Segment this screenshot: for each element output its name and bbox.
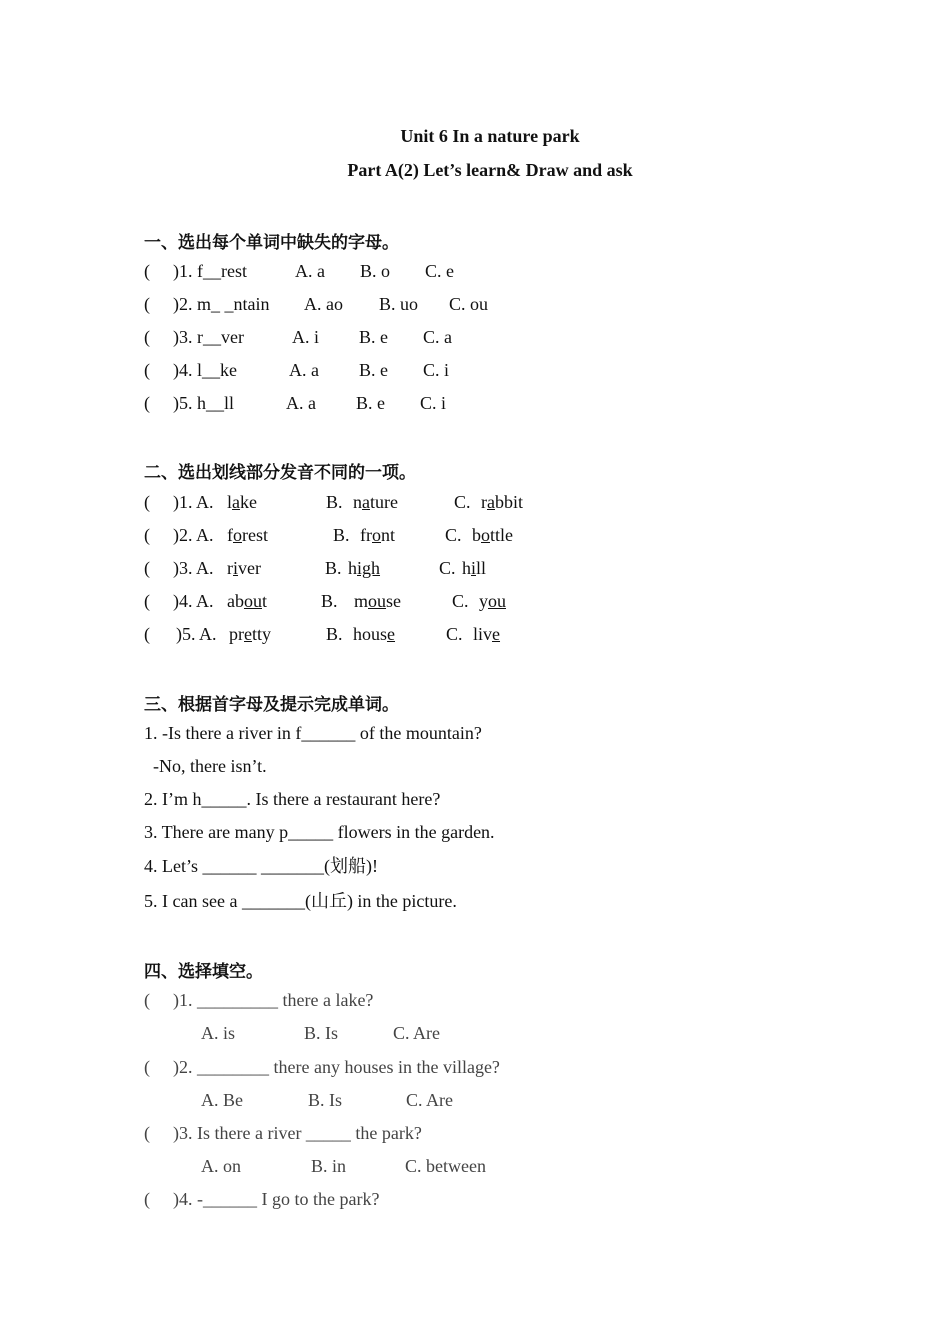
s1-question-3 — [144, 325, 452, 349]
question-number: )5. A. — [176, 624, 217, 644]
option-c: C. between — [405, 1156, 486, 1176]
s4-question-4 — [144, 1187, 380, 1211]
option-b-label: B. — [326, 492, 343, 512]
paren: ( — [144, 558, 150, 578]
s1-question-2 — [144, 292, 489, 316]
option-c: C. i — [423, 360, 450, 380]
option-b: B. in — [311, 1156, 347, 1176]
option-a-word: forest — [227, 525, 268, 545]
option-a: A. on — [201, 1156, 241, 1176]
option-c-label: C. — [452, 591, 469, 611]
option-c: C. e — [425, 261, 454, 281]
paren: ( — [144, 591, 150, 611]
option-c-word: live — [473, 624, 501, 644]
paren: ( — [144, 360, 150, 380]
paren: ( — [144, 1189, 150, 1209]
option-a: A. i — [292, 327, 319, 347]
option-b: B. o — [360, 261, 391, 281]
option-b-label: B. — [325, 558, 342, 578]
option-b: B. Is — [304, 1023, 339, 1043]
s3-line-5: 5. I can see a _______(山丘) in the picture. — [144, 891, 457, 911]
paren: ( — [144, 327, 150, 347]
question-word: )5. h__ll — [173, 393, 234, 413]
s4-options-3 — [144, 1154, 486, 1178]
option-a-word: about — [227, 591, 268, 611]
question-word: )3. r__ver — [173, 327, 244, 347]
option-a: A. a — [295, 261, 325, 281]
s1-question-4 — [144, 358, 450, 382]
question-text: )3. Is there a river _____ the park? — [173, 1123, 422, 1143]
s1-question-5 — [144, 391, 447, 415]
question-number: )1. A. — [173, 492, 214, 512]
paren: ( — [144, 294, 150, 314]
s2-question-5 — [144, 622, 501, 646]
option-b: B. Is — [308, 1090, 343, 1110]
question-word: )1. f__rest — [173, 261, 247, 281]
option-b: B. uo — [379, 294, 419, 314]
option-b: B. e — [359, 360, 388, 380]
option-c-label: C. — [446, 624, 463, 644]
s4-question-1 — [144, 988, 374, 1012]
paren: ( — [144, 1057, 150, 1077]
option-a: A. is — [201, 1023, 236, 1043]
option-a: A. a — [286, 393, 316, 413]
question-number: )3. A. — [173, 558, 214, 578]
s2-question-3 — [144, 556, 487, 580]
paren: ( — [144, 393, 150, 413]
option-c-label: C. — [439, 558, 456, 578]
paren: ( — [144, 525, 150, 545]
question-word: )4. l__ke — [173, 360, 237, 380]
s4-options-2 — [144, 1088, 453, 1112]
option-b-label: B. — [326, 624, 343, 644]
option-a-word: pretty — [229, 624, 272, 644]
option-c: C. Are — [393, 1023, 440, 1043]
option-a-word: lake — [227, 492, 258, 512]
s2-question-4 — [144, 589, 506, 613]
s3-line-1: 1. -Is there a river in f______ of the mountain? — [144, 723, 482, 743]
section-3-heading: 三、根据首字母及提示完成单词。 — [144, 695, 399, 715]
page-subtitle: Part A(2) Let’s learn& Draw and ask — [347, 160, 633, 180]
option-b: B. e — [359, 327, 388, 347]
option-c-label: C. — [454, 492, 471, 512]
option-c-word: rabbit — [481, 492, 524, 512]
option-b-word: house — [353, 624, 396, 644]
s1-question-1 — [144, 259, 454, 283]
option-b-word: front — [360, 525, 396, 545]
question-word: )2. m_ _ntain — [173, 294, 270, 314]
option-b-label: B. — [321, 591, 338, 611]
option-c: C. i — [420, 393, 447, 413]
s2-question-1 — [144, 490, 524, 514]
question-text: )4. -______ I go to the park? — [173, 1189, 380, 1209]
s3-line-1-answer: -No, there isn’t. — [144, 756, 267, 776]
s4-question-3 — [144, 1121, 422, 1145]
option-b-word: mouse — [354, 591, 402, 611]
question-text: )2. ________ there any houses in the village? — [173, 1057, 500, 1077]
s3-line-4: 4. Let’s ______ _______(划船)! — [144, 856, 378, 876]
paren: ( — [144, 990, 150, 1010]
option-a-word: river — [227, 558, 261, 578]
paren: ( — [144, 261, 150, 281]
section-1-heading: 一、选出每个单词中缺失的字母。 — [144, 233, 399, 253]
option-c: C. a — [423, 327, 452, 347]
option-c: C. Are — [406, 1090, 453, 1110]
paren: ( — [144, 492, 150, 512]
paren: ( — [144, 1123, 150, 1143]
option-c-word: bottle — [472, 525, 513, 545]
option-b: B. e — [356, 393, 385, 413]
section-4-heading: 四、选择填空。 — [144, 962, 263, 982]
option-b-word: nature — [353, 492, 398, 512]
s4-question-2 — [144, 1055, 500, 1079]
s3-line-2: 2. I’m h_____. Is there a restaurant here? — [144, 789, 441, 809]
s3-line-3: 3. There are many p_____ flowers in the garden. — [144, 822, 495, 842]
option-c-label: C. — [445, 525, 462, 545]
section-2-heading: 二、选出划线部分发音不同的一项。 — [144, 463, 416, 483]
question-text: )1. _________ there a lake? — [173, 990, 374, 1010]
page-title: Unit 6 In a nature park — [400, 126, 580, 146]
question-number: )2. A. — [173, 525, 214, 545]
option-c-word: hill — [462, 558, 487, 578]
option-b-label: B. — [333, 525, 350, 545]
option-c: C. ou — [449, 294, 489, 314]
s4-options-1 — [144, 1021, 440, 1045]
option-a: A. ao — [304, 294, 343, 314]
question-number: )4. A. — [173, 591, 214, 611]
paren: ( — [144, 624, 150, 644]
option-a: A. Be — [201, 1090, 243, 1110]
s2-question-2 — [144, 523, 513, 547]
option-c-word: you — [479, 591, 506, 611]
option-a: A. a — [289, 360, 319, 380]
option-b-word: high — [348, 558, 381, 578]
